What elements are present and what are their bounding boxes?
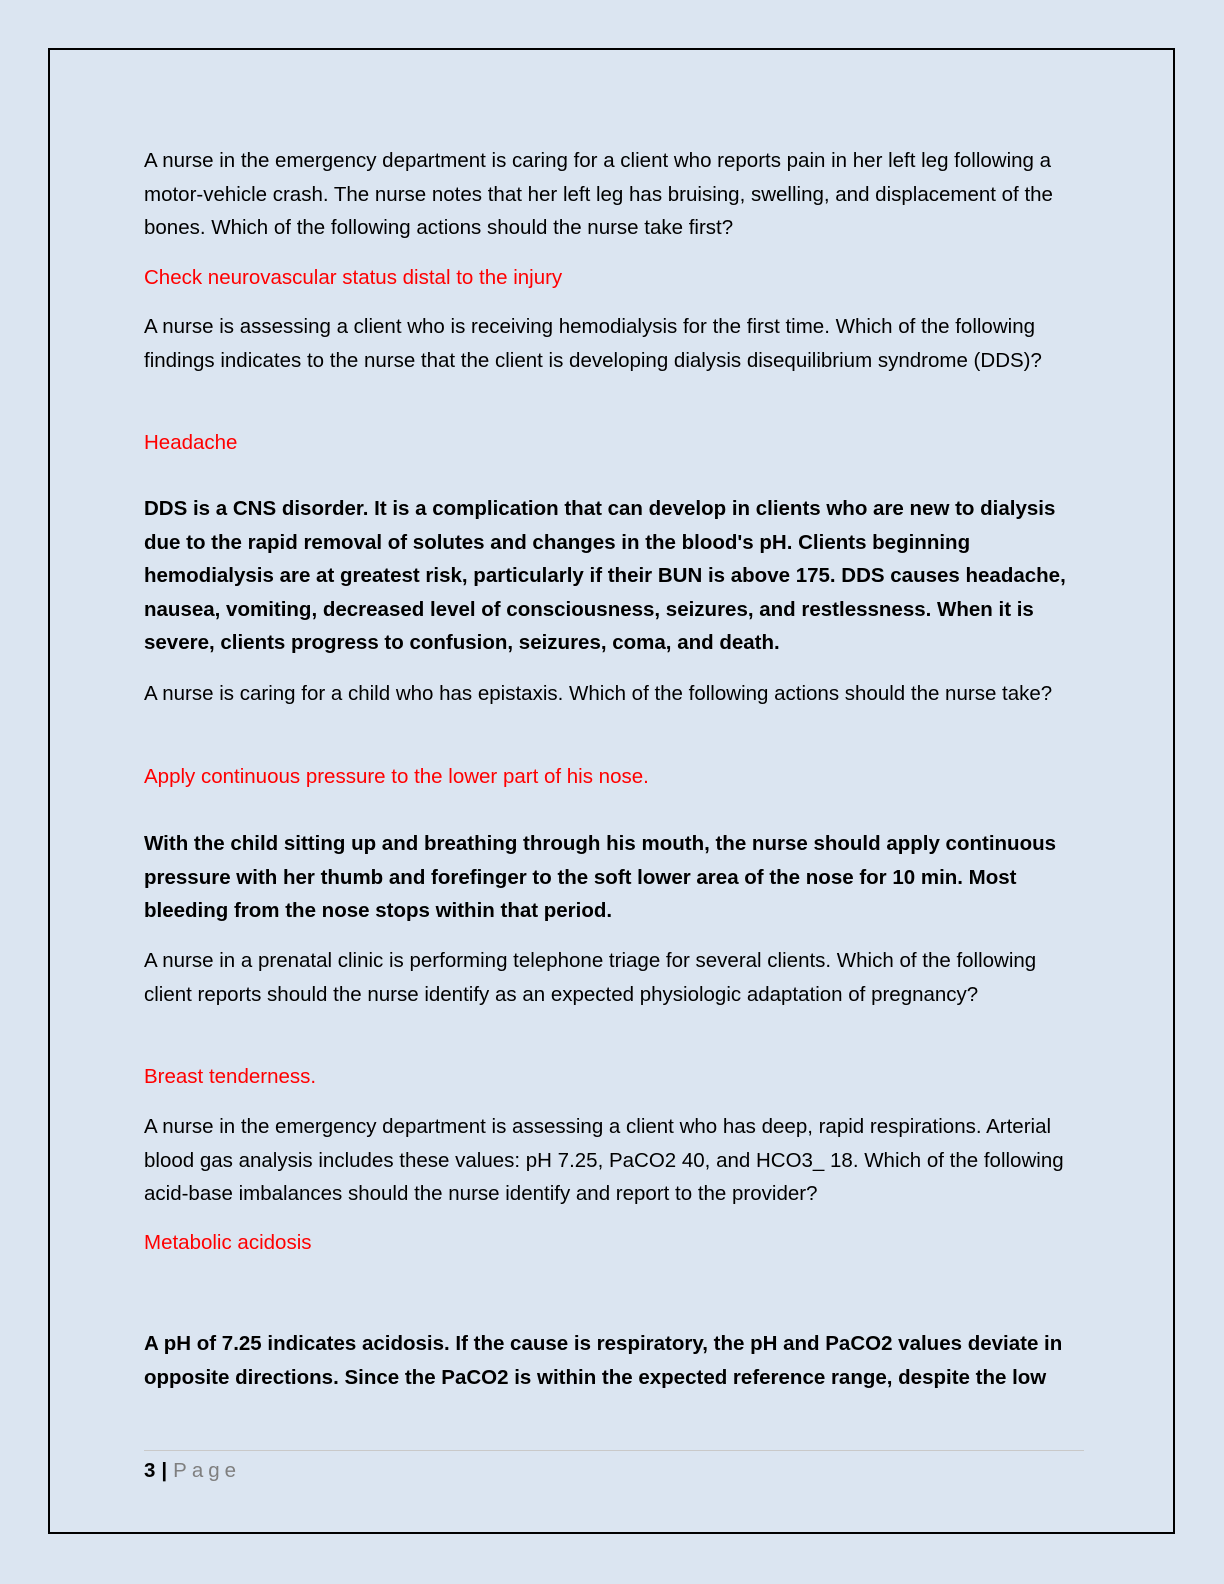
page-label: Page: [173, 1459, 242, 1482]
page-number: 3: [144, 1459, 156, 1482]
footer-divider: [144, 1450, 1084, 1451]
question-text: A nurse is assessing a client who is receiving hemodialysis for the first time. Which of the following findings indicates to the nurse that the client is developing dialysis disequilibrium syndrome (DDS)?: [144, 315, 1042, 372]
answer-text: Breast tenderness.: [144, 1065, 317, 1088]
answer-text: Headache: [144, 431, 238, 454]
question-text: A nurse is caring for a child who has epistaxis. Which of the following actions should the nurse take?: [144, 682, 1053, 705]
page-footer: [144, 1456, 241, 1486]
question-text: A nurse in the emergency department is assessing a client who has deep, rapid respirations. Arterial blood gas analysis includes these values: pH 7.25, PaCO2 40, and HCO3_ 18. Which of the following acid-base imbalances should the nurse identify and report to the provider?: [144, 1115, 1064, 1205]
rationale-text: With the child sitting up and breathing through his mouth, the nurse should apply continuous pressure with her thumb and forefinger to the soft lower area of the nose for 10 min. Most bleeding from the nose stops within that period.: [144, 832, 1057, 922]
rationale-text: A pH of 7.25 indicates acidosis. If the cause is respiratory, the pH and PaCO2 values deviate in opposite directions. Since the PaCO2 is within the expected reference range, despite the low: [144, 1332, 1063, 1389]
answer-text: Metabolic acidosis: [144, 1231, 312, 1254]
answer-text: Check neurovascular status distal to the injury: [144, 266, 563, 289]
question-text: A nurse in the emergency department is caring for a client who reports pain in her left leg following a motor-vehicle crash. The nurse notes that her left leg has bruising, swelling, and displacement of the bones. Which of the following actions should the nurse take first?: [144, 149, 1053, 239]
answer-text: Apply continuous pressure to the lower part of his nose.: [144, 765, 649, 788]
rationale-text: DDS is a CNS disorder. It is a complication that can develop in clients who are new to dialysis due to the rapid removal of solutes and changes in the blood's pH. Clients beginning hemodialysis are at greatest risk, particularly if their BUN is above 175. DDS causes headache, nausea, vomiting, decreased level of consciousness, seizures, and restlessness. When it is severe, clients progress to confusion, seizures, coma, and death.: [144, 497, 1066, 654]
footer-separator: |: [161, 1459, 168, 1482]
question-text: A nurse in a prenatal clinic is performing telephone triage for several clients. Which of the following client reports should the nurse identify as an expected physiologic adaptation of pregnancy?: [144, 949, 1037, 1006]
